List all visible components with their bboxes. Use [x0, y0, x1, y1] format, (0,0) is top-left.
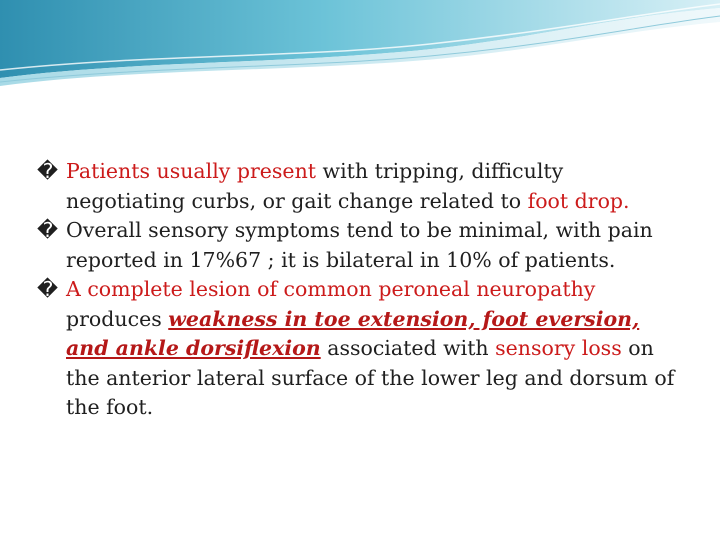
bullet-text-red: foot drop. [527, 188, 630, 213]
bullet-marker: � [37, 277, 59, 301]
bullet-text-emphasis: weakness in toe extension, foot eversion, and ankle dorsiflexion [66, 306, 640, 360]
bullet-text: Overall sensory symptoms tend to be minimal, with pain reported in 17%67 ; it is bilateral in 10% of patients. [66, 218, 653, 272]
bullet-text-red: A complete lesion of common peroneal neuropathy [66, 277, 596, 301]
bullet-text-red: sensory loss [495, 336, 622, 360]
bullet-text: with tripping, difficulty negotiating curbs, or gait change related to [66, 159, 564, 213]
bullet-text: produces [66, 306, 169, 331]
bullet-item-3 [37, 275, 687, 423]
bullet-text: on the anterior lateral surface of the lower leg and dorsum of the foot. [66, 336, 675, 419]
bullet-text-red: Patients usually present [66, 159, 317, 183]
bullet-text: associated with [320, 336, 496, 360]
bullet-marker: � [37, 218, 59, 242]
bullet-item-1 [37, 157, 687, 216]
header-wave-decoration [0, 0, 720, 95]
bullet-list [37, 157, 687, 423]
bullet-marker: � [37, 159, 59, 183]
bullet-item-2 [37, 216, 687, 275]
